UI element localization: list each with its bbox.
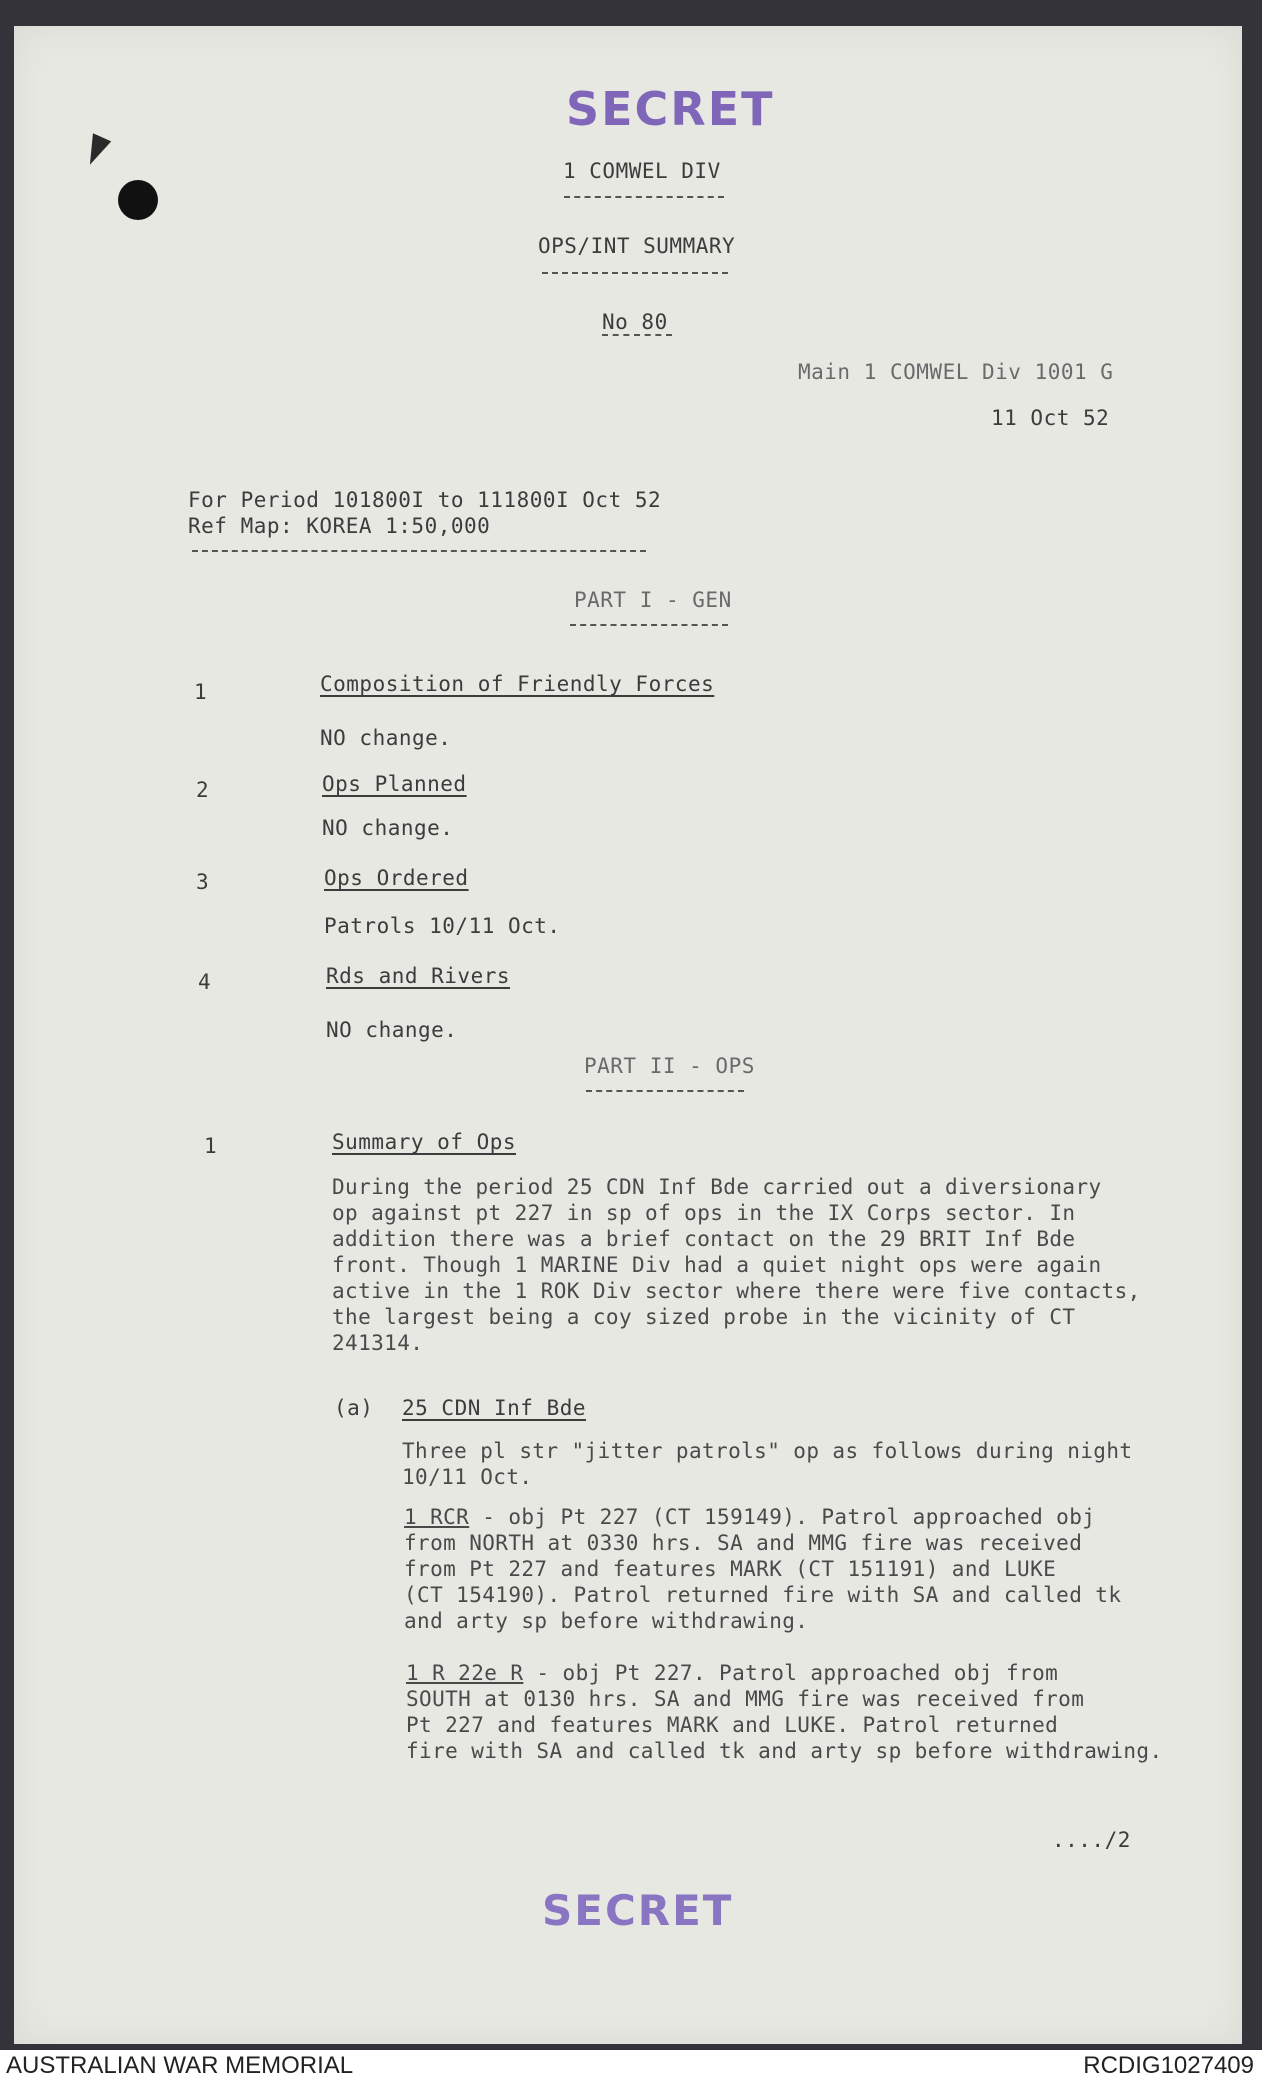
part1-item2-heading: Ops Planned bbox=[322, 772, 467, 796]
period-line: For Period 101800I to 111800I Oct 52 bbox=[188, 488, 662, 512]
summary-of-ops-paragraph bbox=[332, 1174, 1141, 1356]
rcr-first-line bbox=[404, 1504, 1121, 1530]
r22-line-text: - obj Pt 227. Patrol approached obj from bbox=[523, 1661, 1059, 1685]
staple-mark bbox=[81, 133, 111, 169]
archive-footer bbox=[0, 2050, 1262, 2082]
rcr-line: (CT 154190). Patrol returned fire with SA and called tk bbox=[404, 1583, 1122, 1607]
part1-underline bbox=[570, 624, 728, 626]
summary-line: 241314. bbox=[332, 1331, 424, 1355]
summary-number: No 80 bbox=[602, 310, 668, 334]
r22-patrol-paragraph bbox=[406, 1660, 1163, 1764]
part2-item1-heading: Summary of Ops bbox=[332, 1130, 517, 1154]
part1-item1-heading: Composition of Friendly Forces bbox=[320, 672, 715, 696]
r22-unit-label: 1 R 22e R bbox=[406, 1661, 524, 1685]
part2-item1-number: 1 bbox=[204, 1134, 218, 1158]
intro-line: 10/11 Oct. bbox=[402, 1465, 533, 1489]
rcr-line: and arty sp before withdrawing. bbox=[404, 1609, 809, 1633]
summary-line: addition there was a brief contact on the 29 BRIT Inf Bde bbox=[332, 1227, 1076, 1251]
summary-line: front. Though 1 MARINE Div had a quiet night ops were again bbox=[332, 1253, 1102, 1277]
number-underline bbox=[602, 334, 672, 336]
secret-stamp-bottom: SECRET bbox=[542, 1886, 734, 1935]
part2-title: PART II - OPS bbox=[584, 1054, 755, 1078]
r22-line: Pt 227 and features MARK and LUKE. Patrol returned bbox=[406, 1713, 1059, 1737]
summary-line: op against pt 227 in sp of ops in the IX Corps sector. In bbox=[332, 1201, 1076, 1225]
rcr-unit-label: 1 RCR bbox=[404, 1505, 470, 1529]
part1-item2-number: 2 bbox=[196, 778, 210, 802]
rcr-line: from NORTH at 0330 hrs. SA and MMG fire was received bbox=[404, 1531, 1083, 1555]
subsection-a-label: (a) bbox=[334, 1396, 374, 1420]
punch-hole bbox=[118, 180, 158, 220]
intro-line: Three pl str "jitter patrols" op as follows during night bbox=[402, 1439, 1133, 1463]
secret-stamp-top: SECRET bbox=[566, 82, 775, 136]
r22-first-line bbox=[406, 1660, 1163, 1686]
title-underline bbox=[542, 272, 728, 274]
summary-line: During the period 25 CDN Inf Bde carried out a diversionary bbox=[332, 1175, 1102, 1199]
summary-line: the largest being a coy sized probe in the vicinity of CT bbox=[332, 1305, 1076, 1329]
subsection-a-heading: 25 CDN Inf Bde bbox=[402, 1396, 587, 1420]
footer-institution: AUSTRALIAN WAR MEMORIAL bbox=[6, 2052, 354, 2079]
subsection-a-intro bbox=[402, 1438, 1132, 1490]
summary-date: 11 Oct 52 bbox=[991, 406, 1110, 430]
period-underline bbox=[192, 550, 646, 552]
unit-underline bbox=[564, 196, 724, 198]
rcr-line: from Pt 227 and features MARK (CT 151191) and LUKE bbox=[404, 1557, 1057, 1581]
part2-underline bbox=[586, 1090, 744, 1092]
document-page bbox=[14, 26, 1242, 2044]
unit-heading: 1 COMWEL DIV bbox=[563, 159, 721, 183]
footer-record-id: RCDIG1027409 bbox=[1083, 2052, 1254, 2079]
part1-item3-number: 3 bbox=[196, 870, 210, 894]
continuation-marker: ..../2 bbox=[1052, 1828, 1131, 1852]
part1-item4-text: NO change. bbox=[326, 1018, 458, 1042]
part1-item4-number: 4 bbox=[198, 970, 212, 994]
part1-item4-heading: Rds and Rivers bbox=[326, 964, 511, 988]
summary-line: active in the 1 ROK Div sector where there were five contacts, bbox=[332, 1279, 1141, 1303]
part1-item1-number: 1 bbox=[194, 680, 208, 704]
part1-item1-text: NO change. bbox=[320, 726, 452, 750]
summary-title: OPS/INT SUMMARY bbox=[538, 234, 736, 258]
part1-item3-text: Patrols 10/11 Oct. bbox=[324, 914, 561, 938]
part1-item3-heading: Ops Ordered bbox=[324, 866, 469, 890]
ref-map-line: Ref Map: KOREA 1:50,000 bbox=[188, 514, 491, 538]
origin-location: Main 1 COMWEL Div 1001 G bbox=[798, 360, 1114, 384]
rcr-patrol-paragraph bbox=[404, 1504, 1121, 1634]
part1-title: PART I - GEN bbox=[574, 588, 732, 612]
r22-line: fire with SA and called tk and arty sp before withdrawing. bbox=[406, 1739, 1163, 1763]
r22-line: SOUTH at 0130 hrs. SA and MMG fire was received from bbox=[406, 1687, 1085, 1711]
rcr-line-text: - obj Pt 227 (CT 159149). Patrol approached obj bbox=[469, 1505, 1096, 1529]
part1-item2-text: NO change. bbox=[322, 816, 454, 840]
